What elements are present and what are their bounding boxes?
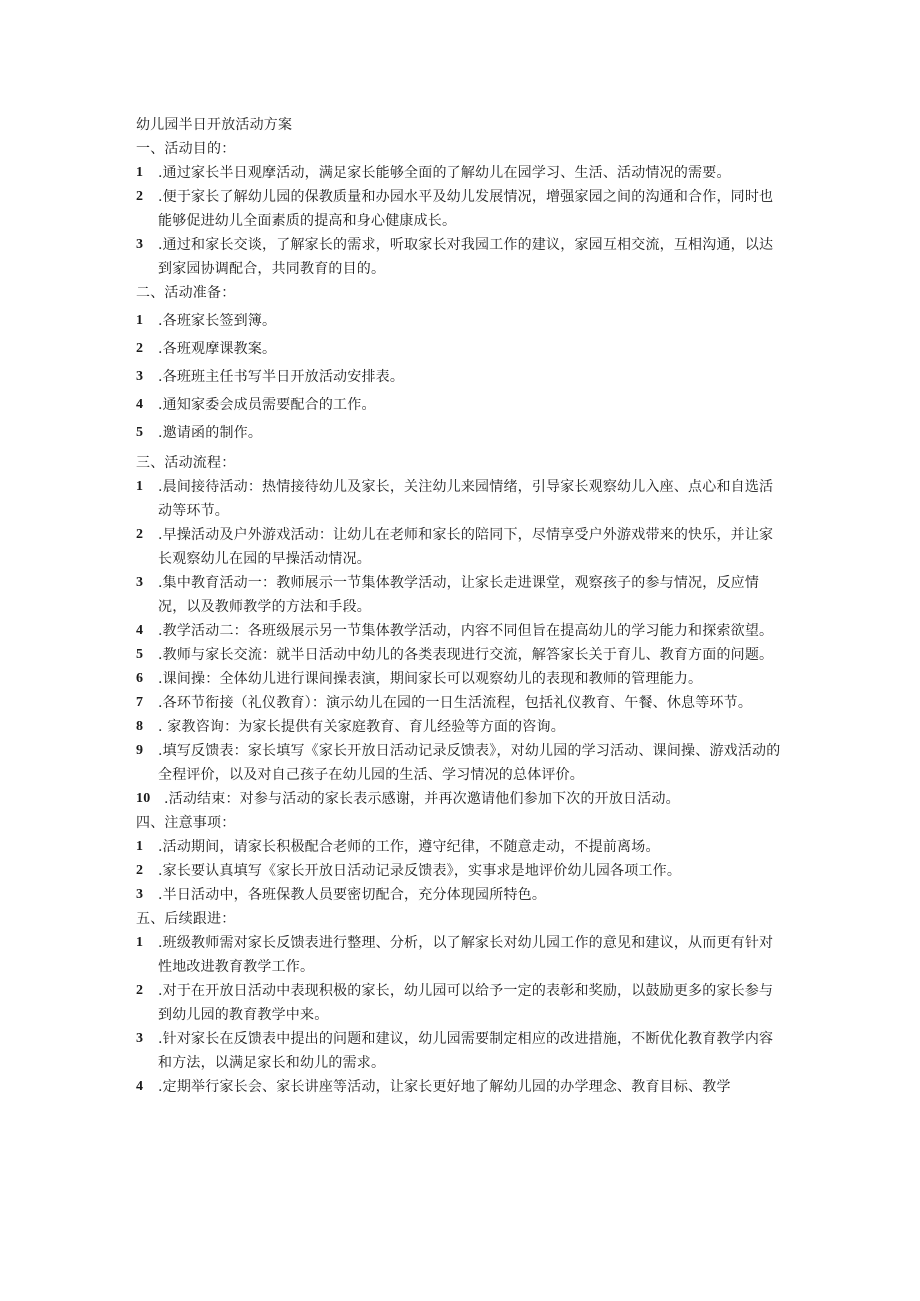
item-text: .集中教育活动一：教师展示一节集体教学活动，让家长走进课堂，观察孩子的参与情况，反应情况，以及教师教学的方法和手段。	[158, 575, 760, 615]
item-text: .针对家长在反馈表中提出的问题和建议，幼儿园需要制定相应的改进措施，不断优化教育教学内容和方法，以满足家长和幼儿的需求。	[158, 1031, 774, 1071]
item-text: .各环节衔接（礼仪教育）：演示幼儿在园的一日生活流程，包括礼仪教育、午餐、休息等环节。	[158, 695, 753, 711]
item-text: .通过家长半日观摩活动，满足家长能够全面的了解幼儿在园学习、生活、活动情况的需要。	[158, 165, 731, 181]
list-item	[136, 365, 786, 389]
item-number: 1	[136, 165, 144, 180]
item-number: 7	[136, 695, 144, 710]
item-number: 8	[136, 719, 144, 734]
item-number: 2	[136, 527, 144, 542]
item-text: .各班家长签到簿。	[158, 313, 277, 329]
item-number: 4	[136, 1079, 144, 1094]
item-text: .通知家委会成员需要配合的工作。	[158, 397, 376, 413]
item-text: .课间操：全体幼儿进行课间操表演，期间家长可以观察幼儿的表现和教师的管理能力。	[158, 671, 703, 687]
item-number: 3	[136, 887, 144, 902]
item-number: 2	[136, 189, 144, 204]
item-text: .对于在开放日活动中表现积极的家长，幼儿园可以给予一定的表彰和奖励，以鼓励更多的家长参与到幼儿园的教育教学中来。	[158, 983, 774, 1023]
item-number: 5	[136, 647, 144, 662]
section-heading-followup: 五、后续跟进：	[136, 911, 236, 927]
item-number: 2	[136, 983, 144, 998]
item-text: .家长要认真填写《家长开放日活动记录反馈表》，实事求是地评价幼儿园各项工作。	[158, 863, 682, 879]
section-heading-notes: 四、注意事项：	[136, 815, 236, 831]
item-number: 2	[136, 341, 144, 356]
item-number: 6	[136, 671, 144, 686]
list-item	[136, 715, 786, 739]
list-item	[136, 393, 786, 417]
item-text: .早操活动及户外游戏活动：让幼儿在老师和家长的陪同下，尽情享受户外游戏带来的快乐，并让家长观察幼儿在园的早操活动情况。	[158, 527, 774, 567]
item-number: 1	[136, 839, 144, 854]
list-item	[136, 739, 786, 787]
item-number: 5	[136, 425, 144, 440]
item-number: 2	[136, 863, 144, 878]
list-item	[136, 571, 786, 619]
list-item	[136, 979, 786, 1027]
item-text: .通过和家长交谈，了解家长的需求，听取家长对我园工作的建议，家园互相交流，互相沟通，以达到家园协调配合，共同教育的目的。	[158, 237, 774, 277]
list-item	[136, 691, 786, 715]
item-text: .各班班主任书写半日开放活动安排表。	[158, 369, 405, 385]
list-item	[136, 523, 786, 571]
list-item	[136, 787, 786, 811]
list-item	[136, 161, 786, 185]
item-text: . 家教咨询：为家长提供有关家庭教育、育儿经验等方面的咨询。	[158, 719, 565, 735]
list-item	[136, 883, 786, 907]
item-number: 4	[136, 623, 144, 638]
item-text: .各班观摩课教案。	[158, 341, 277, 357]
list-item	[136, 185, 786, 233]
section-heading-purpose: 一、活动目的：	[136, 141, 236, 157]
item-text: .定期举行家长会、家长讲座等活动，让家长更好地了解幼儿园的办学理念、教育目标、教学	[158, 1079, 731, 1095]
item-text: .邀请函的制作。	[158, 425, 263, 441]
item-number: 3	[136, 369, 144, 384]
list-item	[136, 337, 786, 361]
list-item	[136, 859, 786, 883]
document-title: 幼儿园半日开放活动方案	[136, 117, 293, 133]
item-text: .便于家长了解幼儿园的保教质量和办园水平及幼儿发展情况，增强家园之间的沟通和合作，同时也能够促进幼儿全面素质的提高和身心健康成长。	[158, 189, 774, 229]
list-item	[136, 475, 786, 523]
list-item	[136, 233, 786, 281]
item-text: .教师与家长交流：就半日活动中幼儿的各类表现进行交流，解答家长关于育儿、教育方面的问题。	[158, 647, 774, 663]
list-item	[136, 619, 786, 643]
item-number: 3	[136, 575, 144, 590]
list-item	[136, 643, 786, 667]
item-text: .班级教师需对家长反馈表进行整理、分析，以了解家长对幼儿园工作的意见和建议，从而更有针对性地改进教育教学工作。	[158, 935, 774, 975]
item-number: 1	[136, 313, 144, 328]
section-heading-process: 三、活动流程：	[136, 455, 236, 471]
list-item	[136, 835, 786, 859]
list-item	[136, 1027, 786, 1075]
item-text: .教学活动二：各班级展示另一节集体教学活动，内容不同但旨在提高幼儿的学习能力和探索欲望。	[158, 623, 774, 639]
list-item	[136, 931, 786, 979]
item-number: 1	[136, 479, 144, 494]
item-text: .晨间接待活动：热情接待幼儿及家长，关注幼儿来园情绪，引导家长观察幼儿入座、点心和自选活动等环节。	[158, 479, 774, 519]
list-item	[136, 421, 786, 445]
item-number: 3	[136, 1031, 144, 1046]
list-item	[136, 667, 786, 691]
item-number: 9	[136, 743, 144, 758]
item-number: 4	[136, 397, 144, 412]
item-text: .填写反馈表：家长填写《家长开放日活动记录反馈表》，对幼儿园的学习活动、课间操、游戏活动的全程评价，以及对自己孩子在幼儿园的生活、学习情况的总体评价。	[158, 743, 781, 783]
item-number: 3	[136, 237, 144, 252]
document-page	[136, 113, 786, 1099]
section-heading-preparation: 二、活动准备：	[136, 285, 236, 301]
item-text: .活动结束：对参与活动的家长表示感谢，并再次邀请他们参加下次的开放日活动。	[164, 791, 680, 807]
list-item	[136, 309, 786, 333]
list-item	[136, 1075, 786, 1099]
item-number: 10	[136, 791, 151, 806]
item-text: .活动期间，请家长积极配合老师的工作，遵守纪律，不随意走动，不提前离场。	[158, 839, 660, 855]
item-text: .半日活动中，各班保教人员要密切配合，充分体现园所特色。	[158, 887, 547, 903]
item-number: 1	[136, 935, 144, 950]
